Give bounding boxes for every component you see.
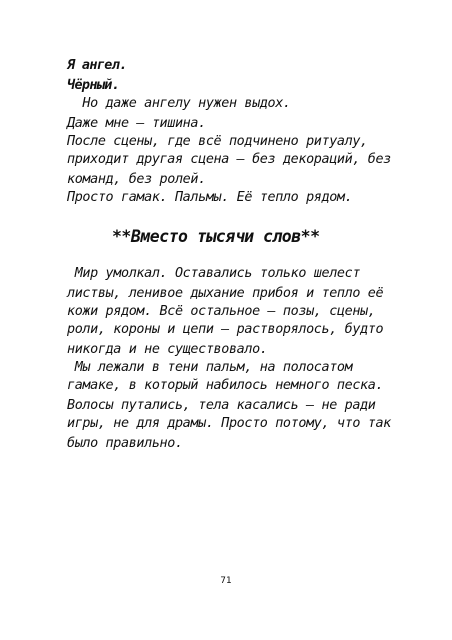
paragraph-line: Мир умолкал. Оставались только шелест	[67, 266, 361, 281]
intro-line: После сцены, где всё подчинено ритуалу,	[67, 134, 368, 149]
page-number: 71	[220, 576, 232, 586]
paragraph-line: Волосы путались, тела касались – не ради	[67, 398, 376, 413]
intro-line: команд, без ролей.	[67, 172, 206, 187]
paragraph-line: Мы лежали в тени пальм, на полосатом	[67, 360, 353, 375]
paragraph-line: гамаке, в который набилось немного песка.	[67, 378, 384, 393]
paragraph-line: никогда и не существовало.	[67, 342, 268, 357]
intro-line: приходит другая сцена – без декораций, без	[67, 152, 391, 167]
paragraph-line: роли, короны и цепи – растворялось, будто	[67, 322, 384, 337]
chapter-heading: **Вместо тысячи слов**	[112, 227, 320, 246]
intro-line: Но даже ангелу нужен выдох.	[67, 96, 291, 111]
paragraph-line: было правильно.	[67, 436, 183, 451]
paragraph-line: листвы, ленивое дыхание прибоя и тепло её	[67, 286, 384, 301]
paragraph-line: кожи рядом. Всё остальное – позы, сцены,	[67, 304, 376, 319]
intro-line: Даже мне – тишина.	[67, 116, 206, 131]
title-line-1: Я ангел.	[67, 58, 127, 73]
title-line-2: Чёрный.	[67, 78, 120, 93]
intro-line: Просто гамак. Пальмы. Её тепло рядом.	[67, 190, 353, 205]
paragraph-line: игры, не для драмы. Просто потому, что так	[67, 416, 391, 431]
